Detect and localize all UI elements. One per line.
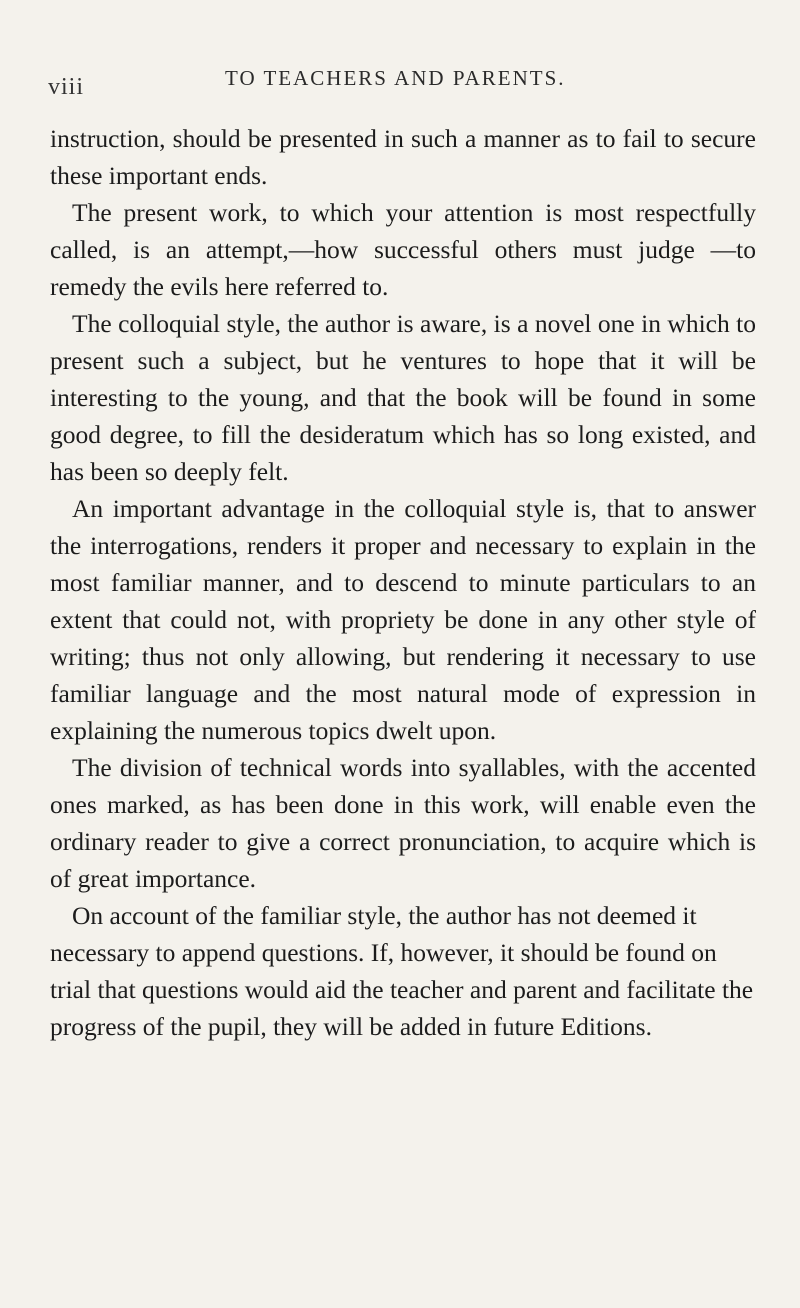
running-head <box>0 62 800 102</box>
paragraph-present-work: The present work, to which your attention is most respectfully called, is an attempt,—how successful others must judge —to remedy the evils here referred to. <box>50 198 756 301</box>
body-text <box>50 120 756 1045</box>
paragraph-advantage: An important advantage in the colloquial style is, that to answer the interrogations, renders it proper and necessary to explain in the most familiar manner, and to descend to minute particulars to an extent that could not, with propriety be done in any other style of writing; thus not only allowing, but rendering it necessary to use familiar language and the most natural mode of expression in explaining the numerous topics dwelt upon. <box>50 494 756 745</box>
running-title: TO TEACHERS AND PARENTS. <box>225 66 566 90</box>
paragraph-colloquial-style: The colloquial style, the author is aware, is a novel one in which to present such a subject, but he ventures to hope that it will be interesting to the young, and that the book will be found in some good degree, to fill the desideratum which has so long existed, and has been so deeply felt. <box>50 309 756 486</box>
paragraph-questions: On account of the familiar style, the author has not deemed it necessary to append questions. If, however, it should be found on trial that questions would aid the teacher and parent and facilitate the progress of the pupil, they will be added in future Editions. <box>50 901 754 1041</box>
paragraph-continuation: instruction, should be presented in such a manner as to fail to secure these important ends. <box>50 124 756 190</box>
page-number: viii <box>48 74 85 100</box>
paragraph-technical-words: The division of technical words into syallables, with the accented ones marked, as has been done in this work, will enable even the ordinary reader to give a correct pronunciation, to acquire which is of great importance. <box>50 753 756 893</box>
